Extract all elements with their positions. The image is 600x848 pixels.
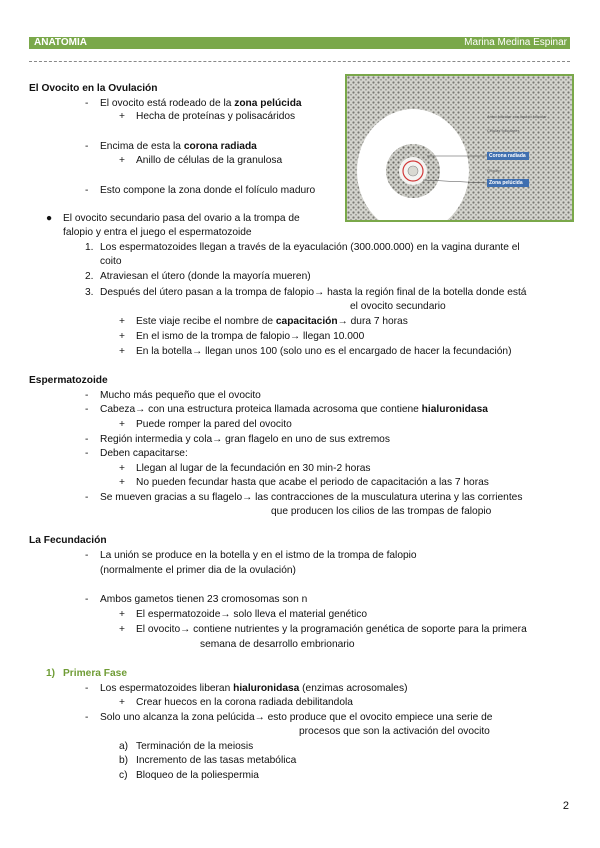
- dash-bullet: -: [85, 390, 89, 401]
- list-item: Deben capacitarse:: [100, 448, 188, 459]
- list-item: El espermatozoide→ solo lleva el material genético: [136, 609, 368, 620]
- header-subject: ANATOMIA: [34, 37, 87, 48]
- list-item: Después del útero pasan a la trompa de falopio→ hasta la región final de la botella donde está: [100, 287, 527, 298]
- section-title-espermatozoide: Espermatozoide: [29, 375, 108, 386]
- dash-bullet: -: [85, 434, 89, 445]
- list-item: El ovocito→ contiene nutrientes y la programación genética de soporte para la primera: [136, 624, 527, 635]
- dash-bullet: -: [85, 594, 89, 605]
- ovocyte-figure: [345, 74, 574, 222]
- dash-bullet: -: [85, 98, 89, 109]
- list-item: Solo uno alcanza la zona pelúcida→ esto produce que el ovocito empiece una serie de: [100, 712, 493, 723]
- list-item: Cabeza→ con una estructura proteica llamada acrosoma que contiene hialuronidasa: [100, 404, 488, 415]
- number-bullet: 1.: [85, 242, 94, 253]
- dash-bullet: -: [85, 492, 89, 503]
- letter-bullet: c): [119, 770, 128, 781]
- list-item: (normalmente el primer dia de la ovulación): [100, 565, 296, 576]
- list-item: coito: [100, 256, 122, 267]
- list-item: Atraviesan el útero (donde la mayoría mueren): [100, 271, 311, 282]
- caption-antro: Antro folicular con liquido folicular: [487, 114, 547, 119]
- phase-number: 1): [46, 668, 56, 679]
- dash-bullet: -: [85, 448, 89, 459]
- caption-ovocito: Ovocito: [487, 168, 501, 173]
- list-item: Este viaje recibe el nombre de capacitación→ dura 7 horas: [136, 316, 408, 327]
- list-item: La unión se produce en la botella y en el istmo de la trompa de falopio: [100, 550, 417, 561]
- list-item: Los espermatozoides llegan a través de la eyaculación (300.000.000) en la vagina durante el: [100, 242, 520, 253]
- list-item: Terminación de la meiosis: [136, 741, 254, 752]
- dash-bullet: -: [85, 404, 89, 415]
- plus-bullet: +: [119, 697, 125, 708]
- number-bullet: 3.: [85, 287, 94, 298]
- plus-bullet: +: [119, 624, 125, 635]
- list-item: Incremento de las tasas metabólica: [136, 755, 297, 766]
- dash-bullet: -: [85, 550, 89, 561]
- letter-bullet: b): [119, 755, 129, 766]
- list-item: Los espermatozoides liberan hialuronidasa (enzimas acrosomales): [100, 683, 408, 694]
- list-item: Crear huecos en la corona radiada debilitandola: [136, 697, 353, 708]
- list-item: Llegan al lugar de la fecundación en 30 min-2 horas: [136, 463, 371, 474]
- ovocyte-illustration: [347, 76, 572, 220]
- label-corona-radiada: Corona radiada: [487, 152, 529, 160]
- list-item: Bloqueo de la poliespermia: [136, 770, 259, 781]
- header-divider: [29, 61, 570, 62]
- dot-bullet: ●: [46, 213, 53, 224]
- plus-bullet: +: [119, 331, 125, 342]
- list-item: el ovocito secundario: [350, 301, 446, 312]
- plus-bullet: +: [119, 609, 125, 620]
- dash-bullet: -: [85, 683, 89, 694]
- plus-bullet: +: [119, 477, 125, 488]
- list-item: En el ismo de la trompa de falopio→ llegan 10.000: [136, 331, 365, 342]
- list-item: Se mueven gracias a su flagelo→ las contracciones de la musculatura uterina y las corrientes: [100, 492, 523, 503]
- dash-bullet: -: [85, 185, 89, 196]
- section-title-fecundacion: La Fecundación: [29, 535, 107, 546]
- dash-bullet: -: [85, 712, 89, 723]
- list-item: El ovocito secundario pasa del ovario a la trompa de: [63, 213, 300, 224]
- header-author: Marina Medina Espinar: [464, 37, 567, 48]
- letter-bullet: a): [119, 741, 129, 752]
- list-item: No pueden fecundar hasta que acabe el periodo de capacitación a las 7 horas: [136, 477, 489, 488]
- label-zona-pelucida: Zona pelúcida: [487, 179, 529, 187]
- page-number: 2: [562, 800, 569, 812]
- list-item: semana de desarrollo embrionario: [200, 639, 355, 650]
- list-item: El ovocito está rodeado de la zona pelúcida: [100, 98, 302, 109]
- section-title-primera-fase: Primera Fase: [63, 668, 127, 679]
- list-item: Ambos gametos tienen 23 cromosomas son n: [100, 594, 308, 605]
- list-item: Región intermedia y cola→ gran flagelo en uno de sus extremos: [100, 434, 390, 445]
- plus-bullet: +: [119, 346, 125, 357]
- plus-bullet: +: [119, 463, 125, 474]
- list-item: Esto compone la zona donde el folículo maduro: [100, 185, 316, 196]
- list-item: Encima de esta la corona radiada: [100, 141, 257, 152]
- section-title-ovocito: El Ovocito en la Ovulación: [29, 83, 158, 94]
- plus-bullet: +: [119, 111, 125, 122]
- page-header: [29, 37, 570, 49]
- list-item: Anillo de células de la granulosa: [136, 155, 283, 166]
- list-item: falopio y entra el juego el espermatozoide: [63, 227, 252, 238]
- plus-bullet: +: [119, 155, 125, 166]
- list-item: que producen los cilios de las trompas de falopio: [271, 506, 492, 517]
- caption-foliculares: Células foliculares: [487, 128, 520, 133]
- list-item: Mucho más pequeño que el ovocito: [100, 390, 261, 401]
- dash-bullet: -: [85, 141, 89, 152]
- list-item: procesos que son la activación del ovocito: [299, 726, 490, 737]
- list-item: En la botella→ llegan unos 100 (solo uno es el encargado de hacer la fecundación): [136, 346, 512, 357]
- plus-bullet: +: [119, 419, 125, 430]
- plus-bullet: +: [119, 316, 125, 327]
- number-bullet: 2.: [85, 271, 94, 282]
- list-item: Puede romper la pared del ovocito: [136, 419, 292, 430]
- list-item: Hecha de proteínas y polisacáridos: [136, 111, 296, 122]
